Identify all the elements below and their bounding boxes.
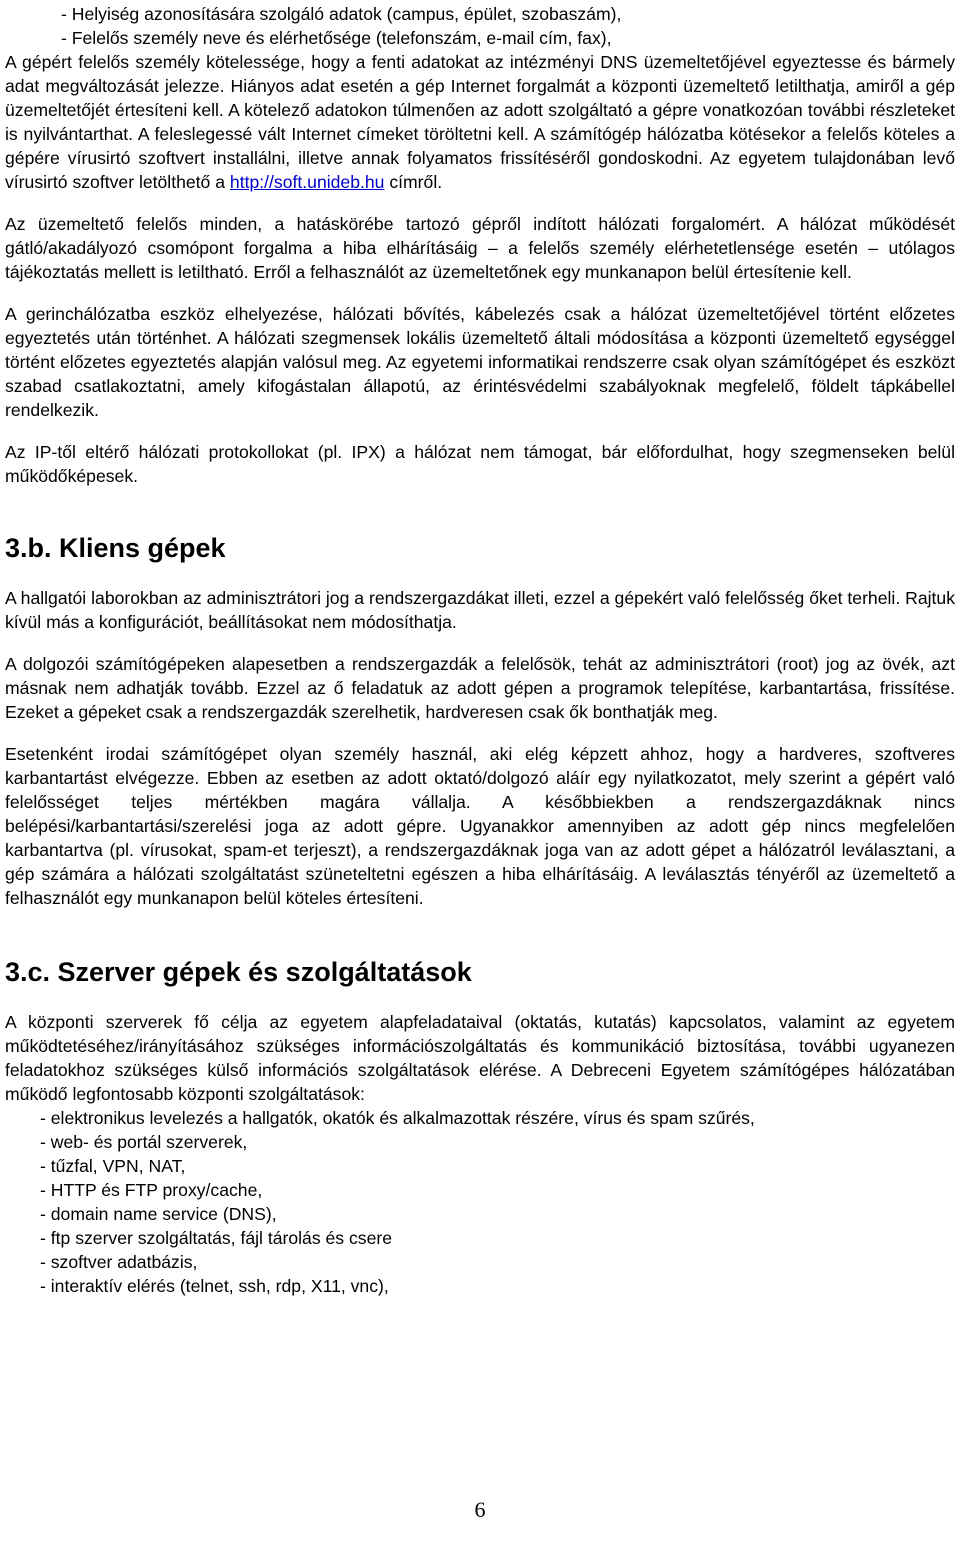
- paragraph-operator-responsibility: Az üzemeltető felelős minden, a hatáskörébe tartozó gépről indított hálózati forgalomért. A hálózat működését gátló/akadályozó csomópont forgalma a hiba elhárításáig – a felelős személy elérhetetlensége esetén – utólagos tájékoztatás mellett is letiltható. Erről a felhasználót az üzemeltetőnek egy munkanapon belül értesítenie kell.: [5, 214, 955, 282]
- list-item: - elektronikus levelezés a hallgatók, okatók és alkalmazottak részére, vírus és spam szűrés,: [40, 1108, 755, 1128]
- page-number: 6: [474, 1497, 486, 1522]
- list-item: - tűzfal, VPN, NAT,: [40, 1156, 186, 1176]
- paragraph-dns-responsibility: [5, 50, 955, 194]
- paragraph-text: címről.: [384, 172, 443, 192]
- document-page: [5, 2, 955, 1298]
- list-item: - HTTP és FTP proxy/cache,: [40, 1180, 263, 1200]
- list-item: - interaktív elérés (telnet, ssh, rdp, X11, vnc),: [40, 1276, 389, 1296]
- section-heading-servers: 3.c. Szerver gépek és szolgáltatások: [5, 957, 472, 987]
- paragraph-central-servers: A központi szerverek fő célja az egyetem alapfeladataival (oktatás, kutatás) kapcsolatos, valamint az egyetem működtetéséhez/irányításához szükséges információszolgáltatás és kommunikáció biztosítása, további ugyanezen feladatokhoz szükséges külső információs szolgáltatások elérése. A Debreceni Egyetem számítógépes hálózatában működő legfontosabb központi szolgáltatások:: [5, 1012, 955, 1104]
- paragraph-backbone: A gerinchálózatba eszköz elhelyezése, hálózati bővítés, kábelezés csak a hálózat üzemeltetőjével történt előzetes egyeztetés után történhet. A hálózati szegmensek lokális üzemeltető általi módosítása a központi üzemeltető egységgel történt előzetes egyeztetés alapján valósul meg. Az egyetemi informatikai rendszerre csak olyan számítógépet és eszközt szabad csatlakoztatni, amely kifogástalan állapotú, az érintésvédelmi szabályoknak megfelelő, földelt tápkábellel rendelkezik.: [5, 304, 955, 420]
- list-item-contact-data: - Felelős személy neve és elérhetősége (telefonszám, e-mail cím, fax),: [61, 28, 612, 48]
- list-item: - szoftver adatbázis,: [40, 1252, 198, 1272]
- paragraph-protocols: Az IP-től eltérő hálózati protokollokat (pl. IPX) a hálózat nem támogat, bár előfordulhat, hogy szegmenseken belül működőképesek.: [5, 442, 955, 486]
- list-item: - domain name service (DNS),: [40, 1204, 277, 1224]
- section-heading-client-machines: 3.b. Kliens gépek: [5, 533, 226, 563]
- list-item: - ftp szerver szolgáltatás, fájl tárolás és csere: [40, 1228, 393, 1248]
- list-item: - web- és portál szerverek,: [40, 1132, 248, 1152]
- paragraph-text: A gépért felelős személy kötelessége, hogy a fenti adatokat az intézményi DNS üzemeltetőjével egyeztesse és bármely adat megváltozását jelezze. Hiányos adat esetén a gép Internet forgalmát a központi üzemeltető letilthatja, amiről a gép üzemeltetőjét értesíteni kell. A kötelező adatokon túlmenően az adott szolgáltató a gépre vonatkozóan további részleteket is nyilvántarthat. A feleslegessé vált Internet címeket töröltetni kell. A számítógép hálózatba kötésekor a felelős köteles a gépére vírusirtó szoftvert installálni, illetve annak folyamatos frissítéséről gondoskodni. Az egyetem tulajdonában levő vírusirtó szoftver letölthető a: [5, 52, 955, 192]
- paragraph-staff-computers: A dolgozói számítógépeken alapesetben a rendszergazdák a felelősök, tehát az adminisztrátori (root) jog az övék, azt másnak nem adhatják tovább. Ezzel az ő feladatuk az adott gépen a programok telepítése, karbantartása, frissítése. Ezeket a gépeket csak a rendszergazdák szerelhetik, hardveresen csak ők bonthatják meg.: [5, 654, 955, 722]
- paragraph-office-computers: Esetenként irodai számítógépet olyan személy használ, aki elég képzett ahhoz, hogy a hardveres, szoftveres karbantartást elvégezze. Ebben az esetben az adott oktató/dolgozó aláír egy nyilatkozatot, mely szerint a gépért való felelősséget teljes mértékben magára vállalja. A későbbiekben a rendszergazdáknak nincs belépési/karbantartási/szerelési joga az adott gépre. Ugyanakkor amennyiben az adott gép nincs megfelelően karbantartva (pl. vírusokat, spam-et terjeszt), a rendszergazdáknak joga van az adott gépet a hálózatról leválasztani, a gép számára a hálózati szolgáltatást szüneteltetni egészen a hiba elhárításáig. A leválasztás tényéről az üzemeltető a felhasználót egy munkanapon belül köteles értesíteni.: [5, 744, 955, 908]
- paragraph-student-labs: A hallgatói laborokban az adminisztrátori jog a rendszergazdákat illeti, ezzel a gépekért való felelősség őket terheli. Rajtuk kívül más a konfigurációt, beállításokat nem módosíthatja.: [5, 588, 955, 632]
- soft-unideb-link[interactable]: http://soft.unideb.hu: [229, 172, 385, 192]
- list-item-room-data: - Helyiség azonosítására szolgáló adatok (campus, épület, szobaszám),: [61, 4, 622, 24]
